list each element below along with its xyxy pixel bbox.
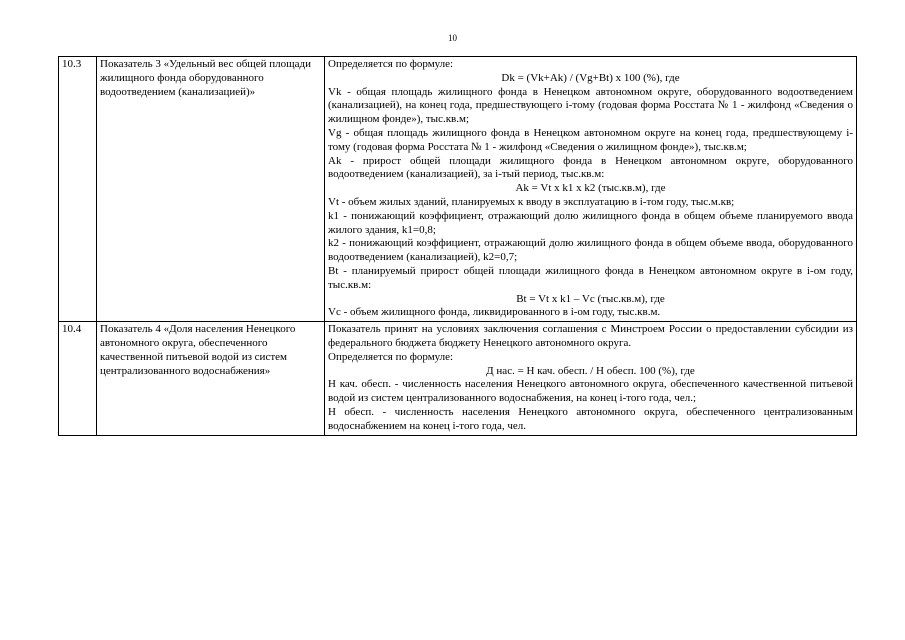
indicator-name-text: Показатель 3 «Удельный вес общей площади жилищного фонда оборудованного водоотведением (канализацией)» <box>100 58 312 98</box>
description-paragraph: Н обесп. - численность населения Ненецкого автономного округа, обеспеченного централизованным водоснабжением на конец i-того года, чел. <box>328 405 853 432</box>
description-paragraph: Определяется по формуле: <box>328 58 454 70</box>
description-paragraph: Vg - общая площадь жилищного фонда в Ненецком автономном округе на конец года, предшествующему i-тому (годовая форма Росстата № 1 - жилфонд «Сведения о жилищном фонде»), тыс.кв.м; <box>328 126 853 153</box>
table-row <box>59 57 857 322</box>
indicator-description <box>325 322 857 435</box>
indicator-name <box>97 322 325 435</box>
row-number: 10.3 <box>59 57 97 322</box>
table-row <box>59 322 857 435</box>
formula-line: Ak = Vt x k1 x k2 (тыс.кв.м), где <box>515 182 666 195</box>
description-paragraph: Показатель принят на условиях заключения соглашения с Минстроем России о предоставлении субсидии из федерального бюджета бюджету Ненецкого автономного округа. <box>328 323 853 349</box>
description-paragraph: Определяется по формуле: <box>328 350 454 363</box>
formula-line: Dk = (Vk+Ak) / (Vg+Bt) x 100 (%), где <box>501 71 680 84</box>
indicator-description <box>325 57 857 322</box>
description-paragraph: Vt - объем жилых зданий, планируемых к вводу в эксплуатацию в i-том году, тыс.м.кв; <box>328 195 735 208</box>
formula-line: Д нас. = Н кач. обесп. / Н обесп. 100 (%), где <box>486 364 695 377</box>
description-paragraph: Vk - общая площадь жилищного фонда в Ненецком автономном округе, оборудованного водоотведением (канализацией), на конец года, предшествующего i-тому (годовая форма Росстата № 1 - жилфонд «Сведения о жилищном фонде»), тыс.кв.м; <box>328 85 853 126</box>
description-paragraph: Н кач. обесп. - численность населения Ненецкого автономного округа, обеспеченного качественной питьевой водой из систем централизованного водоснабжения, на конец i-того года, чел.; <box>328 378 853 405</box>
description-paragraph: k1 - понижающий коэффициент, отражающий долю жилищного фонда в общем объеме планируемого ввода жилого здания, k1=0,8; <box>328 209 853 236</box>
indicator-table <box>58 56 857 436</box>
description-paragraph: Vc - объем жилищного фонда, ликвидированного в i-ом году, тыс.кв.м. <box>328 306 661 319</box>
description-paragraph: Ak - прирост общей площади жилищного фонда в Ненецком автономном округе, оборудованного водоотведением (канализацией), за i-тый период, тыс.кв.м: <box>328 154 853 181</box>
description-paragraph: Bt - планируемый прирост общей площади жилищного фонда в Ненецком автономном округе в i-ом году, тыс.кв.м: <box>328 264 853 291</box>
row-number: 10.4 <box>59 322 97 435</box>
indicator-name-text: Показатель 4 «Доля населения Ненецкого автономного округа, обеспеченного качественной питьевой водой из систем централизованного водоснабжения» <box>100 323 296 377</box>
formula-line: Bt = Vt x k1 – Vc (тыс.кв.м), где <box>516 292 665 305</box>
indicator-name <box>97 57 325 322</box>
description-paragraph: k2 - понижающий коэффициент, отражающий долю жилищного фонда в общем объеме ввода, оборудованного водоотведением (канализацией), k2=0,7; <box>328 237 853 264</box>
page-number: 10 <box>448 33 457 43</box>
